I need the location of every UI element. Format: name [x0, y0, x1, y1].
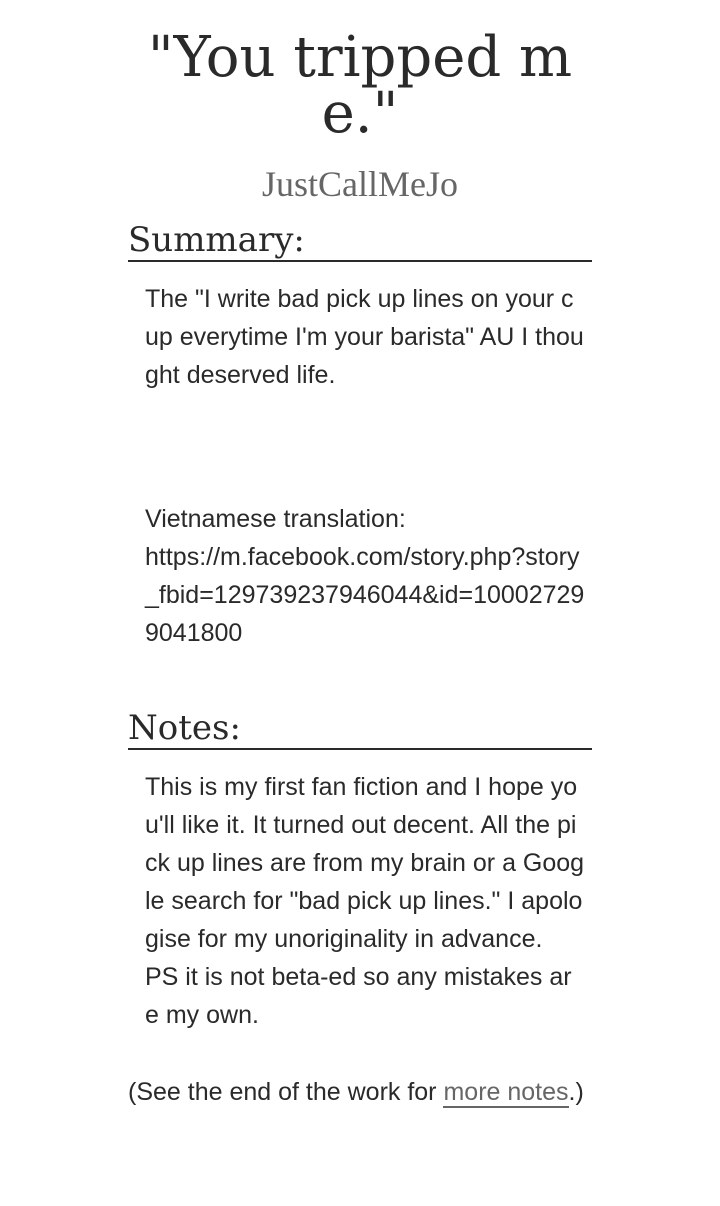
translation-url: https://m.facebook.com/story.php?story_fbid=129739237946044&id=100027299041800 — [145, 543, 585, 647]
translation-label: Vietnamese translation: — [145, 505, 406, 533]
summary-block — [128, 262, 585, 652]
work-page — [128, 0, 592, 1108]
summary-paragraph: The "I write bad pick up lines on your cup everytime I'm your barista" AU I thought deserved life. — [145, 285, 584, 389]
notes-heading: Notes: — [128, 708, 592, 750]
end-note-prefix: (See the end of the work for — [128, 1078, 444, 1106]
notes-block — [128, 750, 585, 1034]
notes-ps-paragraph: PS it is not beta-ed so any mistakes are my own. — [145, 963, 572, 1029]
work-title: "You tripped me." — [147, 25, 573, 146]
end-note-suffix: .) — [568, 1078, 584, 1106]
summary-gap — [145, 394, 585, 500]
summary-heading: Summary: — [128, 220, 592, 262]
notes-paragraph: This is my first fan fiction and I hope you'll like it. It turned out decent. All the pick up lines are from my brain or a Google search for "bad pick up lines." I apologise for my unoriginality in advance. — [145, 773, 585, 953]
more-notes-link[interactable]: more notes — [443, 1078, 569, 1106]
end-notes-pointer — [128, 1076, 592, 1108]
work-author[interactable]: JustCallMeJo — [261, 164, 458, 204]
